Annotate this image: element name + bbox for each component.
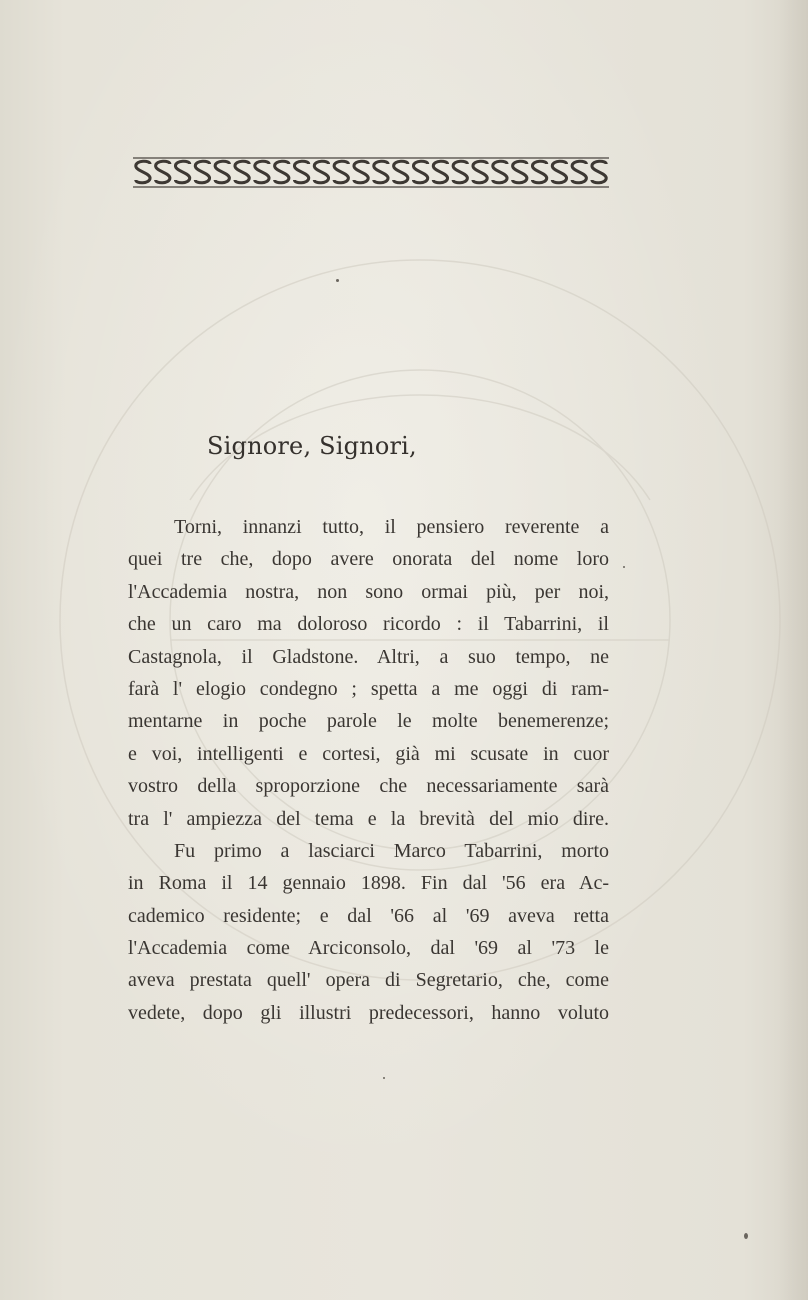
text-line: mentarne in poche parole le molte benemerenze;	[128, 710, 609, 733]
text-line: l'Accademia come Arciconsolo, dal '69 al '73 le	[128, 937, 609, 960]
body-text	[128, 511, 609, 1029]
ornament-link	[413, 161, 427, 183]
ornament-link	[195, 161, 209, 183]
ornament-link	[354, 161, 368, 183]
ornament-link	[156, 161, 170, 183]
ornament-link	[513, 161, 527, 183]
ornament-link	[572, 161, 586, 183]
ornament-link	[136, 161, 150, 183]
ornament-link	[275, 161, 289, 183]
ornament-link	[493, 161, 507, 183]
ornament-link	[314, 161, 328, 183]
text-line: cademico residente; e dal '66 al '69 aveva retta	[128, 904, 609, 927]
ornament-link	[532, 161, 546, 183]
ink-speck	[383, 1077, 385, 1079]
ornament-link	[552, 161, 566, 183]
ink-speck	[744, 1233, 748, 1239]
text-line: vostro della sproporzione che necessariamente sarà	[128, 775, 609, 798]
ornament-link	[294, 161, 308, 183]
text-line: quei tre che, dopo avere onorata del nome loro	[128, 548, 609, 571]
text-line: tra l' ampiezza del tema e la brevità del mio dire.	[128, 807, 609, 830]
ornament-link	[394, 161, 408, 183]
text-line: l'Accademia nostra, non sono ormai più, per noi,	[128, 580, 609, 603]
ornament-link	[592, 161, 606, 183]
ink-speck	[623, 566, 625, 568]
ornament-link	[334, 161, 348, 183]
salutation-heading: Signore, Signori,	[207, 432, 417, 460]
text-line: in Roma il 14 gennaio 1898. Fin dal '56 era Ac-	[128, 872, 609, 895]
text-line: vedete, dopo gli illustri predecessori, hanno voluto	[128, 1001, 609, 1024]
text-line: e voi, intelligenti e cortesi, già mi scusate in cuor	[128, 742, 609, 765]
text-line: Torni, innanzi tutto, il pensiero reverente a	[174, 516, 609, 538]
ornament-link	[433, 161, 447, 183]
ornament-link	[473, 161, 487, 183]
text-line: aveva prestata quell' opera di Segretario, che, come	[128, 969, 609, 992]
text-line: Fu primo a lasciarci Marco Tabarrini, morto	[174, 839, 609, 862]
text-line: farà l' elogio condegno ; spetta a me oggi di ram-	[128, 677, 609, 700]
ornament-link	[374, 161, 388, 183]
ornament-link	[175, 161, 189, 183]
text-line: Castagnola, il Gladstone. Altri, a suo tempo, ne	[128, 645, 609, 668]
ornament-link	[235, 161, 249, 183]
ornament-link	[215, 161, 229, 183]
ornament-link	[453, 161, 467, 183]
page-edge-shadow	[778, 0, 808, 1300]
ornament-link	[255, 161, 269, 183]
ink-speck	[336, 279, 339, 282]
header-ornament	[133, 152, 609, 192]
text-line: che un caro ma doloroso ricordo : il Tabarrini, il	[128, 613, 609, 636]
